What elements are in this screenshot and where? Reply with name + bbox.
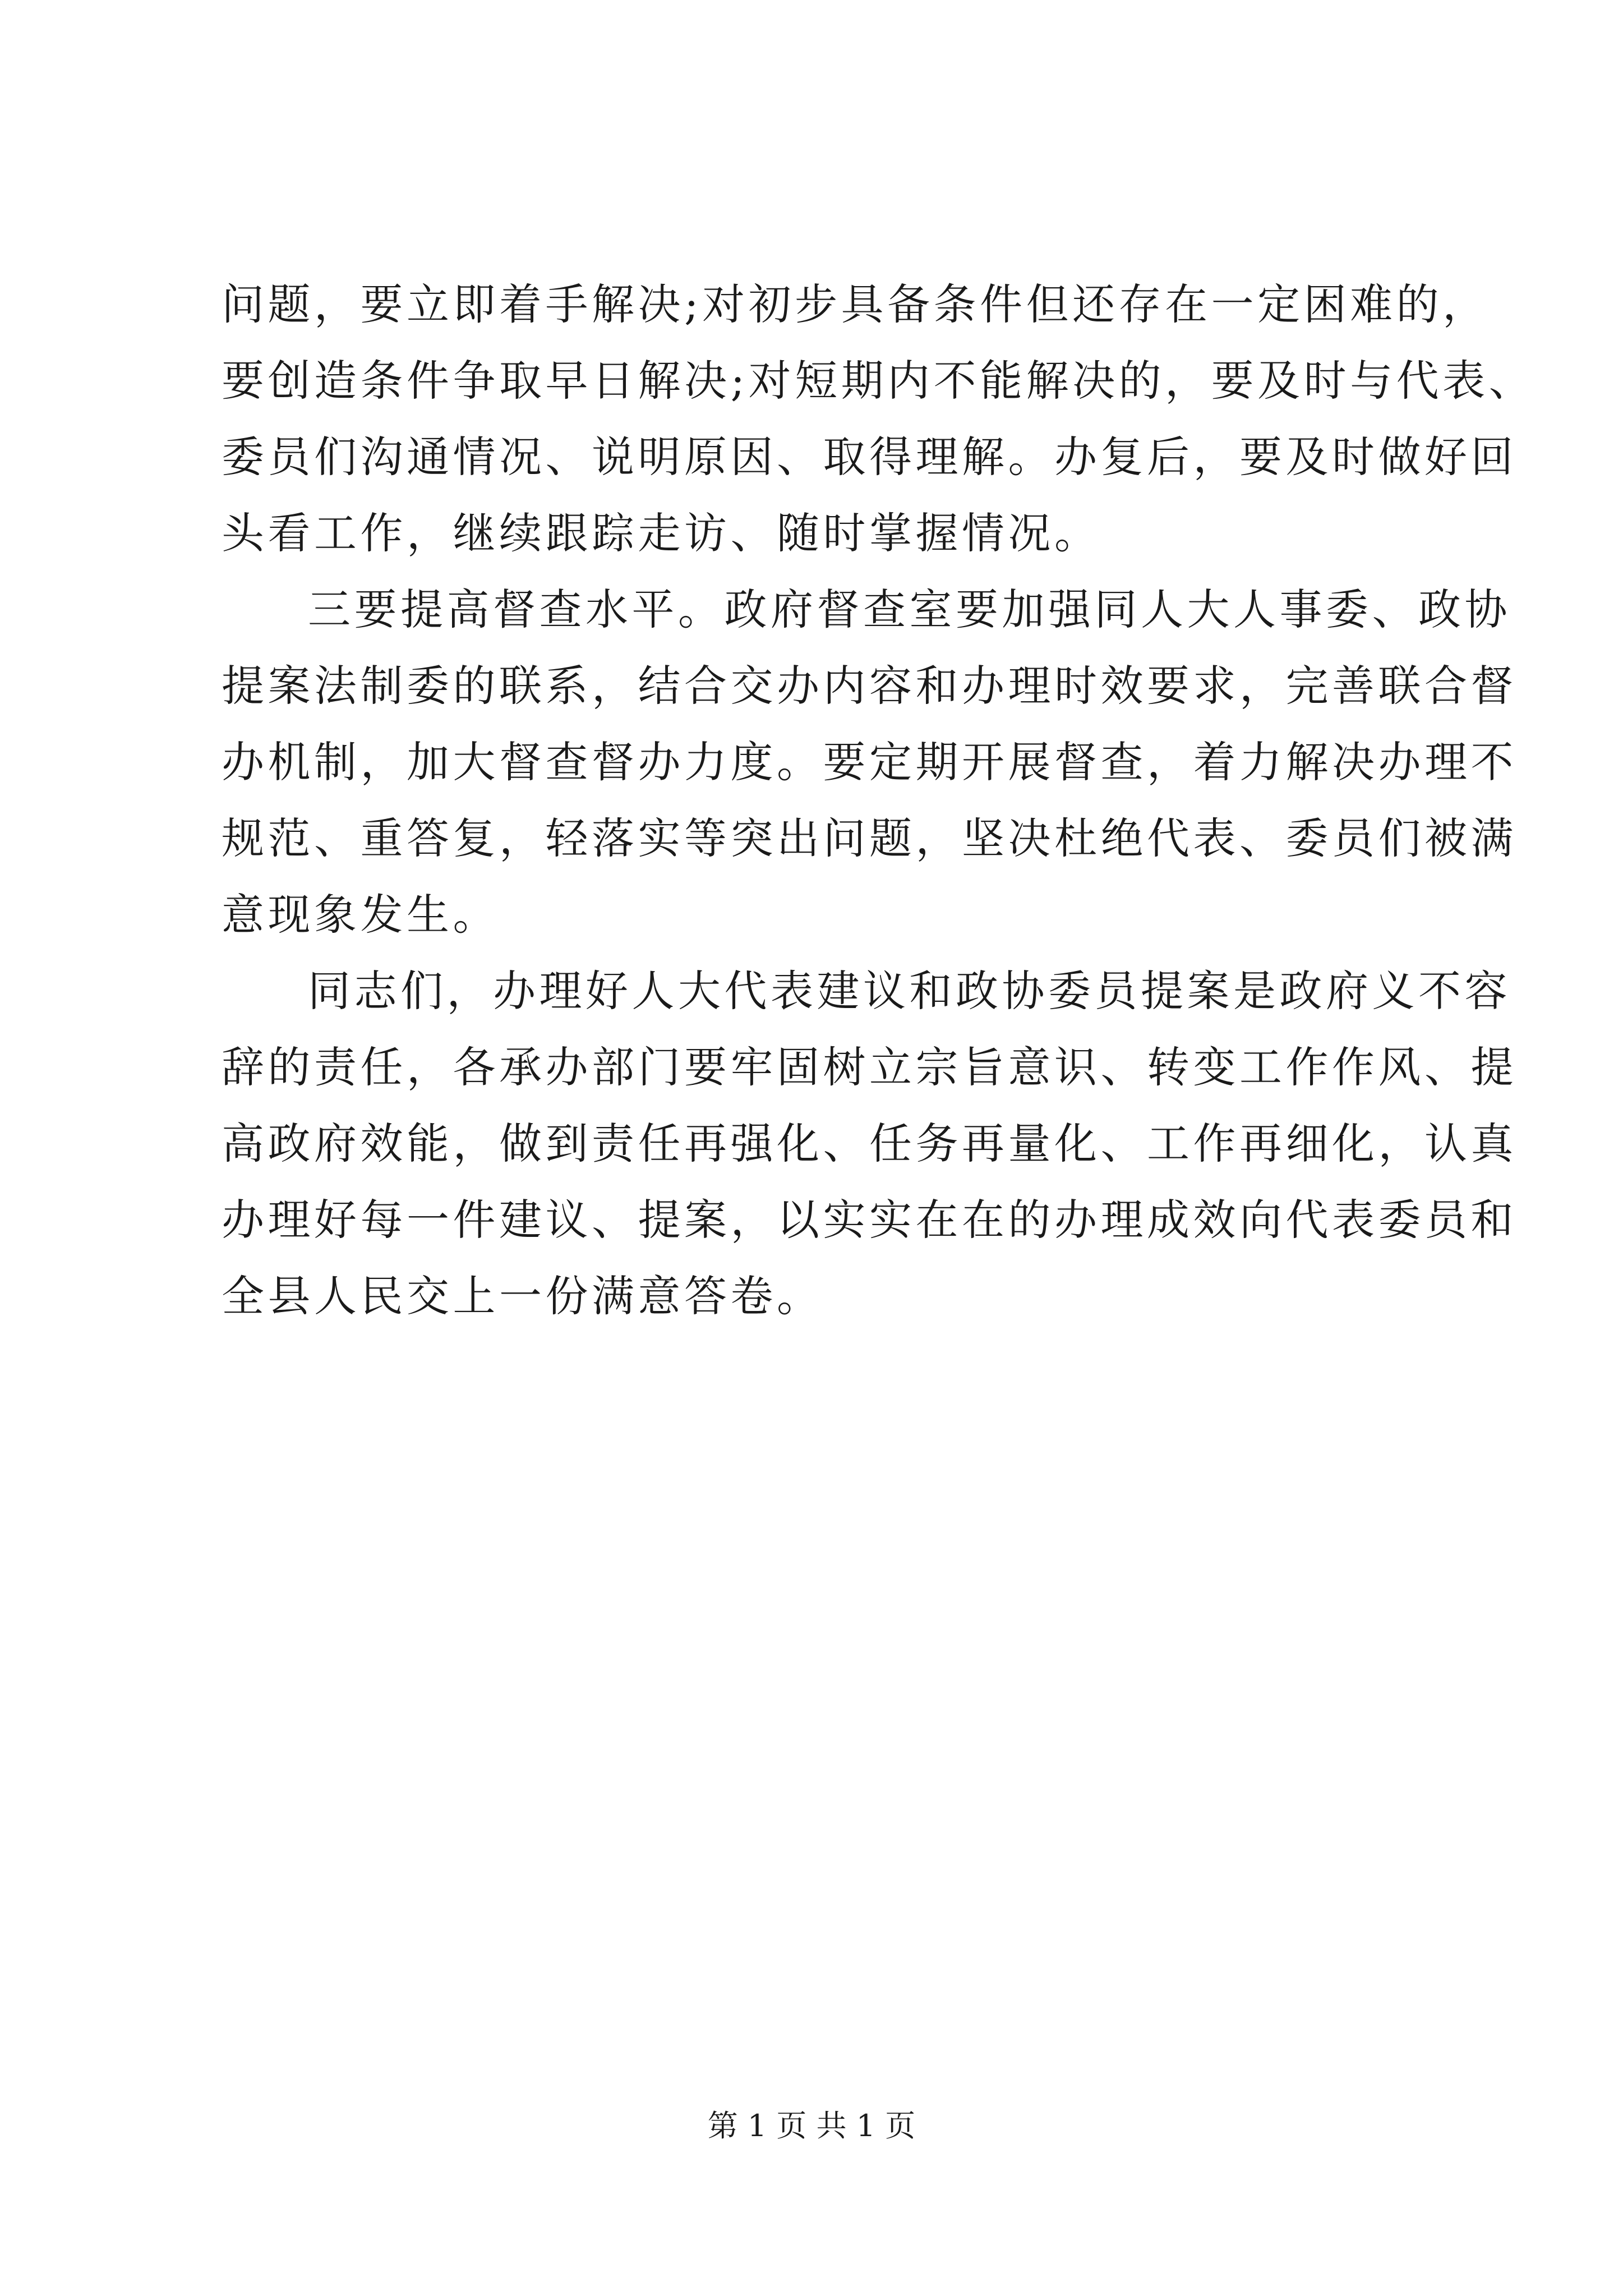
page-number-footer: 第 1 页 共 1 页 [707,2108,916,2143]
text-line: 辞的责任，各承办部门要牢固树立宗旨意识、转变工作作风、提 [222,1042,1517,1092]
text-line: 提案法制委的联系，结合交办内容和办理时效要求，完善联合督 [222,661,1517,711]
text-line: 委员们沟通情况、说明原因、取得理解。办复后，要及时做好回 [222,432,1517,482]
paragraph-handling-measures [222,266,1536,572]
paragraph-closing [222,953,1517,1335]
text-line: 全县人民交上一份满意答卷。 [222,1271,823,1321]
text-line: 问题，要立即着手解决;对初步具备条件但还存在一定困难的， [222,279,1489,329]
text-line: 要创造条件争取早日解决;对短期内不能解决的，要及时与代表、 [222,356,1536,406]
text-line: 意现象发生。 [222,890,499,940]
text-line: 高政府效能，做到责任再强化、任务再量化、工作再细化，认真 [222,1119,1517,1168]
document-body [222,266,1536,1335]
text-line: 规范、重答复，轻落实等突出问题，坚决杜绝代表、委员们被满 [222,813,1517,863]
text-line: 头看工作，继续跟踪走访、随时掌握情况。 [222,508,1101,558]
text-line: 办理好每一件建议、提案，以实实在在的办理成效向代表委员和 [222,1195,1517,1245]
text-line: 同志们，办理好人大代表建议和政协委员提案是政府义不容 [308,966,1511,1016]
paragraph-supervision [222,572,1517,953]
text-line: 办机制，加大督查督办力度。要定期开展督查，着力解决办理不 [222,737,1517,787]
text-line: 三要提高督查水平。政府督查室要加强同人大人事委、政协 [308,585,1511,634]
